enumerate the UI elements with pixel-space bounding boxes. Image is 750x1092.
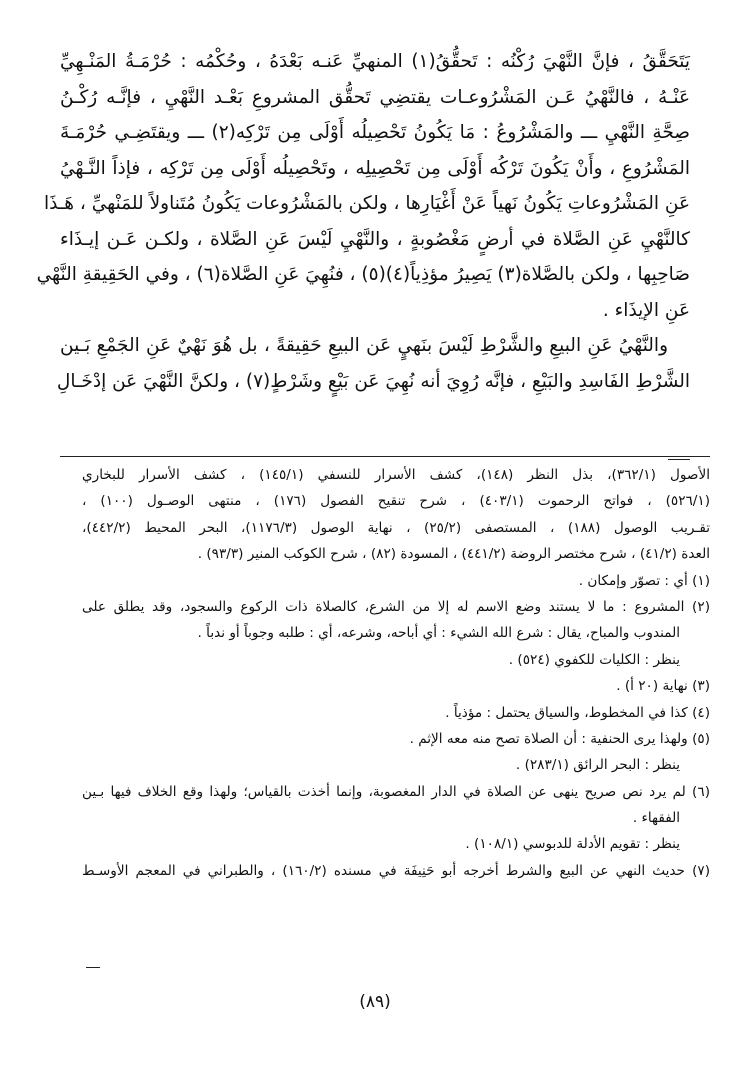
footnote-line: (٧) حديث النهي عن البيع والشرط أخرجه أبو حَنِيفَة في مسنده (١٦٠/٢) ، والطبراني في المعجم الأوسـط xyxy=(82,862,710,879)
continuation-mark xyxy=(668,459,690,460)
main-text-line: كالنَّهْيِ عَنِ الصَّلاة في أرضٍ مَغْصُوبةٍ ، والنَّهْيِ لَيْسَ عَنِ الصَّلاة ، ولكـن عَـن إيـذَاء xyxy=(60,228,690,250)
main-text xyxy=(36,44,691,399)
footnote-line: تقـريب الوصول (١٨٨) ، المستصفى (٢٥/٢) ، نهاية الوصول (١١٧٦/٣)، البحر المحيط (٤٤٢/٢)، xyxy=(82,519,710,536)
footnote-line: ينظر : تقويم الأدلة للدبوسي (١٠٨/١) . xyxy=(465,836,680,853)
footnotes xyxy=(82,462,710,884)
continuation-mark xyxy=(86,967,100,968)
footnote-line: المندوب والمباح، يقال : شرع الله الشيء : أي أباحه، وشرعه، أي : طلبه وجوباً أو ندباً . xyxy=(197,625,680,642)
page-number: (٨٩) xyxy=(359,992,391,1012)
footnote-line: (٣) نهاية (٢٠ أ) . xyxy=(616,678,710,695)
main-text-line: يَتَحَقَّقُ ، فإنَّ النَّهْيَ رُكْنُه : تَحقُّقُ(١) المنهيِّ عَنـه بَعْدَهُ ، وحُكْمُه : حُرْمَـةُ المَنْـهِيِّ xyxy=(60,51,690,72)
footnote-line: ينظر : الكليات للكفوي (٥٢٤) . xyxy=(508,651,680,668)
footnote-separator xyxy=(60,456,710,457)
footnote-line: (٦) لم يرد نص صريح ينهى عن الصلاة في الدار المغصوبة، وإنما أخذت بالقياس؛ ولهذا وقع الخلاف فيها بـين xyxy=(82,783,710,800)
footnote-line: الفقهاء . xyxy=(632,810,680,827)
main-text-line: صَاحِبِها ، ولكن بالصَّلاة(٣) يَصِيرُ مؤذِياً(٤)(٥) ، فنُهِيَ عَنِ الصَّلاة(٦) ، وفي الحَقِيقةِ النَّهْي xyxy=(36,264,690,285)
footnote-line: (٢) المشروع : ما لا يستند وضع الاسم له إلا من الشرع، كالصلاة ذات الركوع والسجود، وقد يطلق على xyxy=(82,598,710,615)
footnote-line: ينظر : البحر الرائق (٢٨٣/١) . xyxy=(515,757,680,774)
footnote-line: (٥٢٦/١) ، فواتح الرحموت (٤٠٣/١) ، شرح تنقيح الفصول (١٧٦) ، منتهى الوصـول (١٠٠) ، xyxy=(82,493,711,510)
main-text-line: عَنِ المَشْرُوعاتِ يَكُونُ نَهياً عَنْ أَغْيَارِها ، ولكن بالمَشْرُوعات يَكُونُ مُتَناولاً للمَنْهيِّ ، هَـذَا xyxy=(43,193,690,214)
main-text-line: صِحَّةِ النَّهْيِ ـــ والمَشْرُوعُ : مَا يَكُونُ تَحْصِيلُه أَوْلَى مِن تَرْكِه(٢) ـــ ويقتَضِـي حُرْمَـةَ xyxy=(60,122,691,143)
footnote-line: (١) أي : تصوّر وإمكان . xyxy=(578,572,710,589)
main-text-line: المَشْرُوعِ ، وأَنْ يَكُونَ تَرْكُه أَوْلَى مِن تَحْصِيلِه ، وتَحْصِيلُه أَوْلَى مِن تَرْكِه ، فإذاً النَّـهْيُ xyxy=(60,157,690,179)
footnote-line: (٤) كذا في المخطوط، والسياق يحتمل : مؤذياً . xyxy=(445,704,710,721)
footnote-line: العدة (٤١/٢) ، شرح مختصر الروضة (٤٤١/٢) ، المسودة (٨٢) ، شرح الكوكب المنير (٩٣/٣) . xyxy=(197,546,710,563)
main-text-line: عَنْـهُ ، فالنَّهْيُ عَـن المَشْرُوعـات يقتضِي تَحقُّق المشروعِ بَعْـد النَّهْيِ ، فإنَّـه رُكْـنُ xyxy=(60,86,690,108)
main-text-line: الشَّرْطِ الفَاسِدِ والبَيْعِ ، فإنَّه رُوِيَ أنه نُهِيَ عَن بَيْعٍ وشَرْطٍ(٧) ، ولكنَّ النَّهْيَ عَن إدْخَـالِ xyxy=(56,370,690,392)
footnote-line: الأصول (٣٦٢/١)، بذل النظر (١٤٨)، كشف الأسرار للنسفي (١٤٥/١) ، كشف الأسرار للبخاري xyxy=(82,467,710,483)
main-text-line: عَنِ الإيذَاء . xyxy=(602,299,690,321)
main-text-line: والنَّهْيُ عَنِ البيعِ والشَّرْطِ لَيْسَ بنَهيٍ عَن البيعِ حَقِيقةً ، بل هُوَ نَهْيٌ عَنِ الجَمْعِ بَـين xyxy=(60,335,668,356)
footnote-line: (٥) ولهذا يرى الحنفية : أن الصلاة تصح منه معه الإثم . xyxy=(409,730,710,747)
